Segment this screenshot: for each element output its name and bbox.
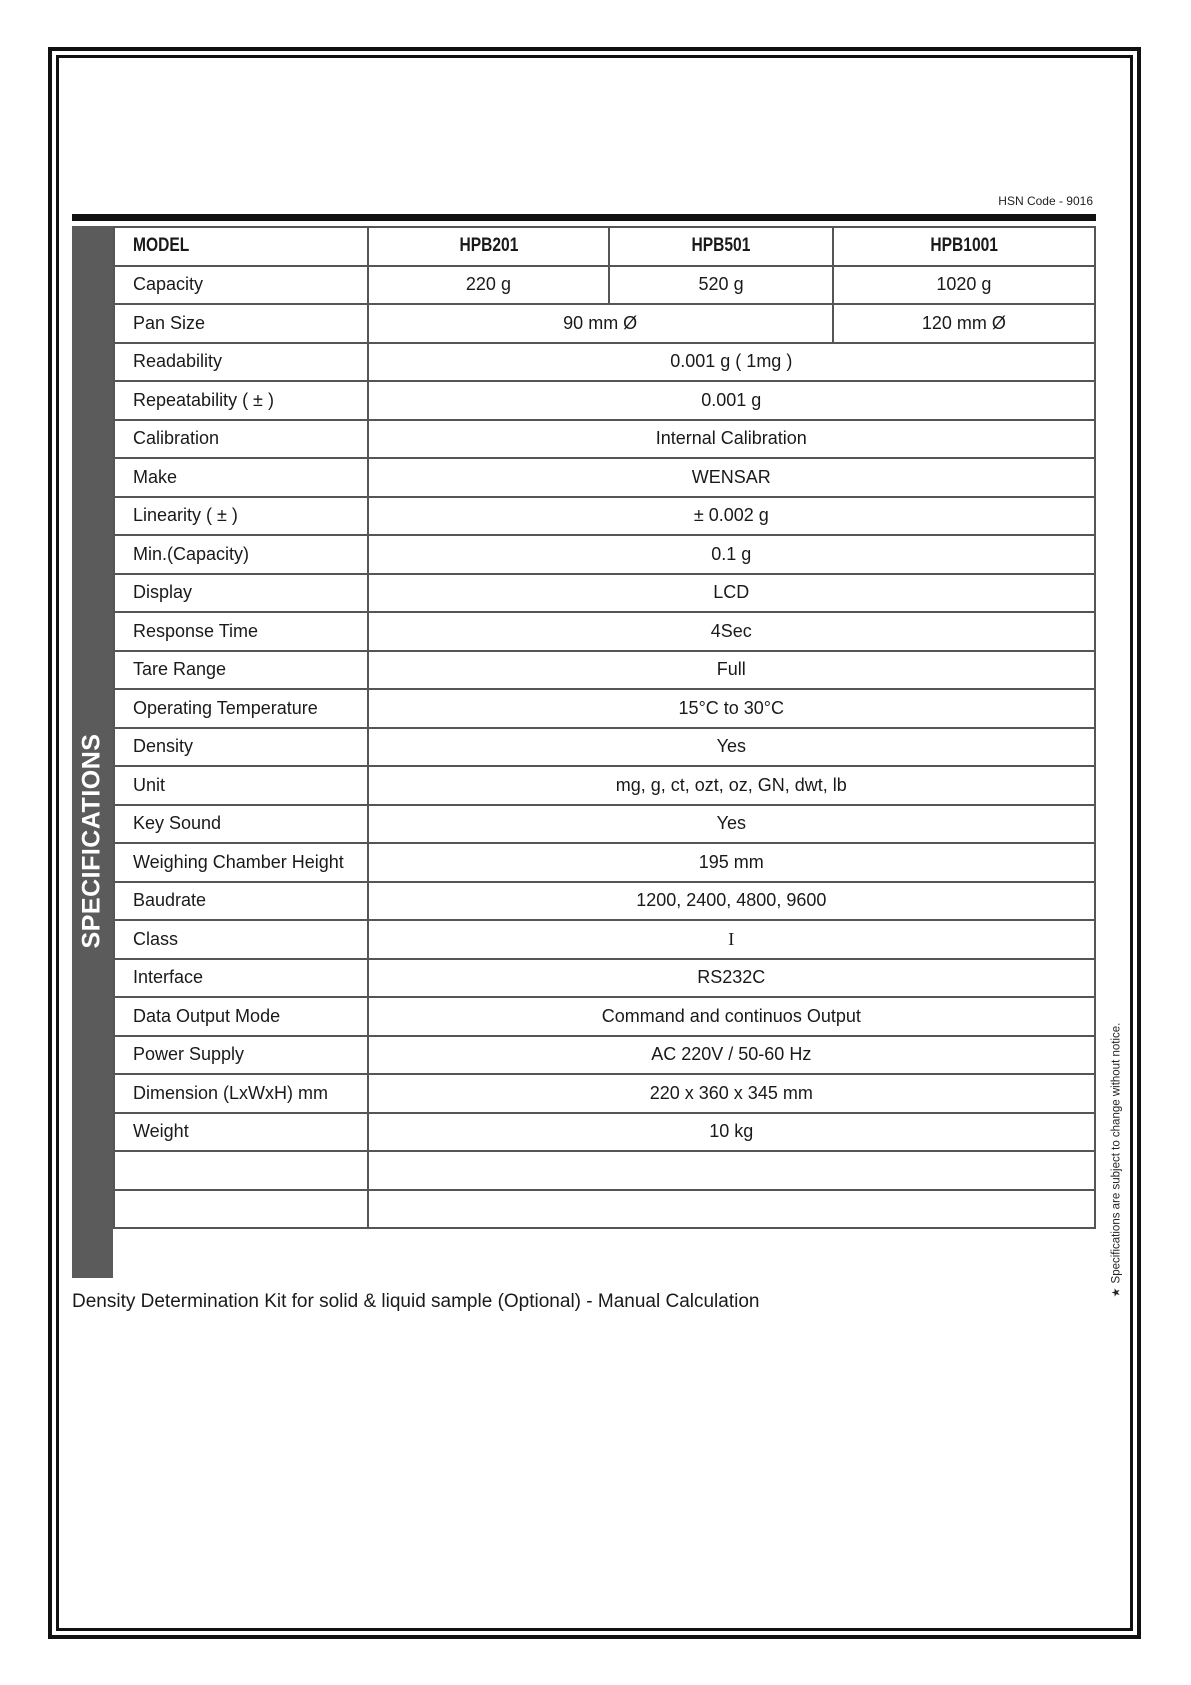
- spec-label: Repeatability ( ± ): [114, 381, 368, 420]
- hsn-code: HSN Code - 9016: [998, 194, 1093, 208]
- spec-label: Key Sound: [114, 805, 368, 844]
- specifications-section: [72, 226, 1096, 1278]
- pan-size-small: 90 mm Ø: [368, 304, 833, 343]
- spec-label: Make: [114, 458, 368, 497]
- spec-row: [114, 343, 1095, 382]
- capacity-hpb501: 520 g: [609, 266, 832, 305]
- spec-value: WENSAR: [368, 458, 1095, 497]
- pan-size-label: Pan Size: [114, 304, 368, 343]
- spec-value: 4Sec: [368, 612, 1095, 651]
- spec-row: [114, 612, 1095, 651]
- spec-label: Tare Range: [114, 651, 368, 690]
- capacity-row: [114, 266, 1095, 305]
- spec-row: [114, 728, 1095, 767]
- empty-cell: [114, 1151, 368, 1190]
- star-icon: ★: [1110, 1287, 1123, 1298]
- spec-row: [114, 458, 1095, 497]
- spec-label: Weight: [114, 1113, 368, 1152]
- header-rule: [72, 214, 1096, 221]
- capacity-label: Capacity: [114, 266, 368, 305]
- empty-cell: [368, 1151, 1095, 1190]
- footnote: Density Determination Kit for solid & liquid sample (Optional) - Manual Calculation: [72, 1291, 760, 1312]
- spec-row: [114, 997, 1095, 1036]
- spec-label: Operating Temperature: [114, 689, 368, 728]
- model-hpb501: HPB501: [609, 227, 832, 266]
- spec-label: Interface: [114, 959, 368, 998]
- spec-row: [114, 574, 1095, 613]
- spec-row: [114, 1036, 1095, 1075]
- spec-row: [114, 651, 1095, 690]
- spec-row: [114, 689, 1095, 728]
- model-label: MODEL: [114, 227, 368, 266]
- spec-label: Response Time: [114, 612, 368, 651]
- spec-value: 1200, 2400, 4800, 9600: [368, 882, 1095, 921]
- spec-row: [114, 920, 1095, 959]
- spec-value: 0.001 g: [368, 381, 1095, 420]
- empty-cell: [114, 1190, 368, 1229]
- spec-label: Density: [114, 728, 368, 767]
- spec-label: Class: [114, 920, 368, 959]
- specifications-side-title: SPECIFICATIONS: [77, 733, 106, 949]
- spec-label: Data Output Mode: [114, 997, 368, 1036]
- spec-value: Yes: [368, 805, 1095, 844]
- spec-label: Unit: [114, 766, 368, 805]
- spec-label: Baudrate: [114, 882, 368, 921]
- spec-value: Internal Calibration: [368, 420, 1095, 459]
- spec-value: I: [368, 920, 1095, 959]
- empty-row: [114, 1151, 1095, 1190]
- spec-row: [114, 1113, 1095, 1152]
- spec-row: [114, 959, 1095, 998]
- spec-label: Display: [114, 574, 368, 613]
- spec-value: 195 mm: [368, 843, 1095, 882]
- spec-row: [114, 882, 1095, 921]
- spec-value: 0.001 g ( 1mg ): [368, 343, 1095, 382]
- spec-row: [114, 766, 1095, 805]
- capacity-hpb1001: 1020 g: [833, 266, 1095, 305]
- spec-value: mg, g, ct, ozt, oz, GN, dwt, lb: [368, 766, 1095, 805]
- spec-value: 15°C to 30°C: [368, 689, 1095, 728]
- capacity-hpb201: 220 g: [368, 266, 610, 305]
- empty-row: [114, 1190, 1095, 1229]
- spec-value: 220 x 360 x 345 mm: [368, 1074, 1095, 1113]
- spec-row: [114, 420, 1095, 459]
- model-row: [114, 227, 1095, 266]
- spec-row: [114, 535, 1095, 574]
- spec-label: Dimension (LxWxH) mm: [114, 1074, 368, 1113]
- spec-value: 10 kg: [368, 1113, 1095, 1152]
- spec-row: [114, 843, 1095, 882]
- disclaimer-text: Specifications are subject to change without notice.: [1110, 1022, 1123, 1284]
- spec-label: Calibration: [114, 420, 368, 459]
- spec-value: ± 0.002 g: [368, 497, 1095, 536]
- spec-label: Weighing Chamber Height: [114, 843, 368, 882]
- spec-label: Min.(Capacity): [114, 535, 368, 574]
- spec-row: [114, 805, 1095, 844]
- specification-table: [113, 226, 1096, 1229]
- spec-row: [114, 1074, 1095, 1113]
- spec-label: Linearity ( ± ): [114, 497, 368, 536]
- spec-value: 0.1 g: [368, 535, 1095, 574]
- spec-value: Yes: [368, 728, 1095, 767]
- specifications-side-bar: [72, 226, 113, 1278]
- spec-label: Readability: [114, 343, 368, 382]
- spec-value: RS232C: [368, 959, 1095, 998]
- spec-value: Full: [368, 651, 1095, 690]
- spec-value: Command and continuos Output: [368, 997, 1095, 1036]
- spec-value: LCD: [368, 574, 1095, 613]
- disclaimer-note: [1110, 1023, 1123, 1298]
- spec-label: Power Supply: [114, 1036, 368, 1075]
- pan-size-row: [114, 304, 1095, 343]
- pan-size-large: 120 mm Ø: [833, 304, 1095, 343]
- spec-row: [114, 497, 1095, 536]
- model-hpb1001: HPB1001: [833, 227, 1095, 266]
- spec-row: [114, 381, 1095, 420]
- empty-cell: [368, 1190, 1095, 1229]
- spec-value: AC 220V / 50-60 Hz: [368, 1036, 1095, 1075]
- model-hpb201: HPB201: [368, 227, 610, 266]
